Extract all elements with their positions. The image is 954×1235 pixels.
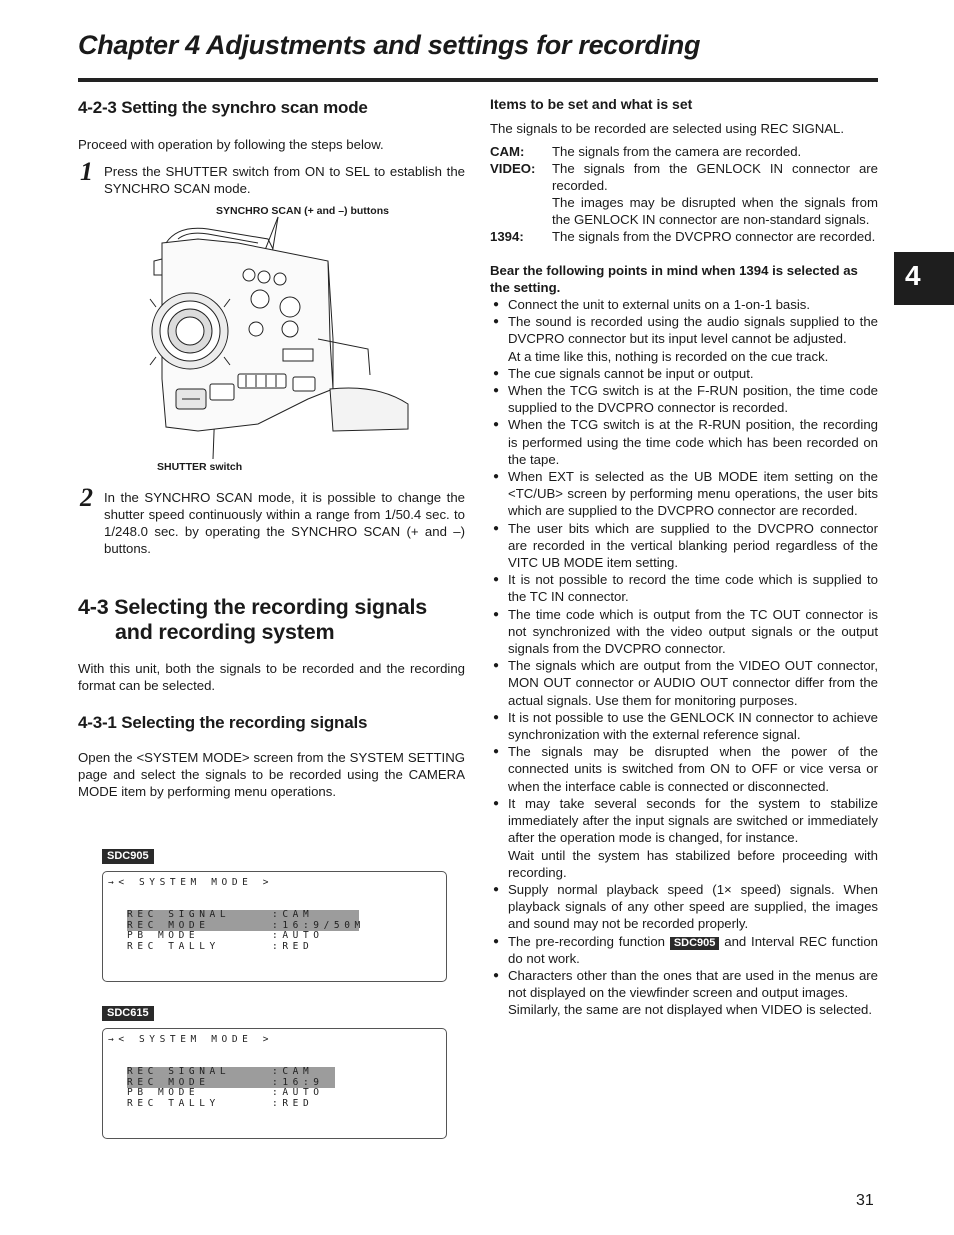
list-item: ● The signals which are output from the VIDEO OUT connector, MON OUT connector or AUDIO OUT connector differ from the actual signals. Use them for monitoring purposes. [490,657,878,709]
list-item: ● When the TCG switch is at the R-RUN position, the recording is performed using the time code which has been recorded on the tape. [490,416,878,468]
step-text: Press the SHUTTER switch from ON to SEL to establish the SYNCHRO SCAN mode. [104,164,465,196]
list-item: ● Connect the unit to external units on a 1-on-1 basis. [490,296,878,313]
right-column [490,96,878,1019]
list-item: ● It is not possible to record the time code which is supplied to the TC IN connector. [490,571,878,605]
left-column [78,96,465,1109]
chapter-tab: 4 [894,252,954,305]
term-label: CAM: [490,144,525,159]
list-item-note: Similarly, the same are not displayed when VIDEO is selected. [508,1002,873,1018]
camera-illustration [78,199,465,459]
menu-block-sdc905 [102,846,447,982]
step-number: 2 [80,483,93,512]
list-item: ● The sound is recorded using the audio signals supplied to the DVCPRO connector but its input level cannot be adjusted. At a time like this, nothing is recorded on the cue track. [490,313,878,365]
menu-row-rec-mode: REC MODE :16:9 [127,1078,335,1089]
items-heading: Items to be set and what is set [490,96,693,112]
system-mode-screen [102,871,447,982]
chapter-title: Chapter 4 Adjustments and settings for recording [78,30,701,60]
system-mode-screen [102,1028,447,1139]
menu-title: →< SYSTEM MODE > [108,1034,274,1045]
notes-list [490,296,878,1019]
section-heading-4-3 [78,595,465,645]
menu-block-sdc615 [102,1003,447,1139]
term-label: VIDEO: [490,161,536,176]
menu-row-rec-mode: REC MODE :16:9/50M [127,919,365,931]
model-badge: SDC615 [102,1006,154,1021]
step-text: In the SYNCHRO SCAN mode, it is possible to change the shutter speed continuously within a range from 1/50.4 sec. to 1/248.0 sec. by operating the SYNCHRO SCAN (+ and –) buttons. [104,490,465,556]
list-item-note: At a time like this, nothing is recorded on the cue track. [508,348,829,364]
item-video [490,160,878,228]
section-4-3-1-text: Open the <SYSTEM MODE> screen from the SYSTEM SETTING page and select the signals to be recorded using the CAMERA MODE item by performing menu operations. [78,750,465,799]
term-label: 1394: [490,229,524,244]
menu-row-pb-mode: PB MODE :AUTO [127,1087,324,1098]
page-number: 31 [856,1192,874,1209]
title-rule [78,78,878,82]
term-definition: The signals from the GENLOCK IN connector are recorded. [552,161,878,193]
section-4-3-intro: With this unit, both the signals to be recorded and the recording format can be selected. [78,661,465,693]
model-badge-inline: SDC905 [670,937,720,950]
heading-line-1: 4-3 Selecting the recording signals [78,595,428,619]
intro-text: Proceed with operation by following the steps below. [78,137,384,152]
list-item: ● It may take several seconds for the system to stabilize immediately after the input signals are switched or immediately after the operation mode is changed, for instance. Wait until the system has stabilized before proceeding with recording. [490,795,878,881]
list-item-note: Wait until the system has stabilized before proceeding with recording. [508,847,878,880]
shutter-switch-label: SHUTTER switch [157,461,243,473]
items-intro: The signals to be recorded are selected using REC SIGNAL. [490,121,845,136]
menu-row-rec-tally: REC TALLY :RED [127,940,314,952]
list-item: ● The cue signals cannot be input or output. [490,365,878,382]
list-item: ● The time code which is output from the TC OUT connector is not synchronized with the video output signals or the output signals from the DVCPRO connector. [490,606,878,658]
step-1 [78,157,465,197]
menu-row-rec-tally: REC TALLY :RED [127,1097,314,1109]
list-item: ● The signals may be disrupted when the power of the connected units is switched from ON to OFF or vice versa or when the interface cable is connected or disconnected. [490,743,878,795]
list-item: ● The pre-recording function SDC905 and Interval REC function do not work. [490,933,878,967]
menu-title: →< SYSTEM MODE > [108,877,274,888]
heading-line-2: and recording system [115,620,335,644]
list-item: ● It is not possible to use the GENLOCK IN connector to achieve synchronization with the external reference signal. [490,709,878,743]
term-definition: The signals from the camera are recorded. [552,144,802,159]
list-item: ● When the TCG switch is at the F-RUN position, the time code supplied to the DVCPRO connector is recorded. [490,382,878,416]
section-heading-4-3-1: 4-3-1 Selecting the recording signals [78,713,368,732]
section-heading-4-2-3: 4-2-3 Setting the synchro scan mode [78,98,368,117]
step-number: 1 [80,157,93,186]
list-item: ● Characters other than the ones that are used in the menus are not displayed on the viewfinder screen and output images. Similarly, the same are not displayed when VIDEO is selected. [490,967,878,1019]
camera-figure [78,199,465,481]
menu-row-rec-signal: REC SIGNAL :CAM [127,910,359,921]
term-definition: The signals from the DVCPRO connector are recorded. [552,229,876,244]
model-badge: SDC905 [102,849,154,864]
list-item: ● When EXT is selected as the UB MODE item setting on the <TC/UB> screen by performing menu operations, the user bits which are supplied to the DVCPRO connector are recorded. [490,468,878,520]
list-item: ● The user bits which are supplied to the DVCPRO connector are recorded in the vertical blanking period regardless of the VITC UB MODE item setting. [490,520,878,572]
item-1394 [490,228,878,245]
list-item: ● Supply normal playback speed (1× speed) signals. When playback signals of any other speed are supplied, the images and sound may not be recorded properly. [490,881,878,933]
menu-row-rec-signal: REC SIGNAL :CAM [127,1067,335,1078]
term-definition-note: The images may be disrupted when the signals from the GENLOCK IN connector are non-standard signals. [552,195,878,227]
menu-row-pb-mode: PB MODE :AUTO [127,930,324,941]
synchro-scan-buttons-label: SYNCHRO SCAN (+ and –) buttons [216,205,389,217]
step-2 [78,483,465,557]
item-cam [490,143,878,160]
bear-heading: Bear the following points in mind when 1394 is selected as the setting. [490,263,858,295]
